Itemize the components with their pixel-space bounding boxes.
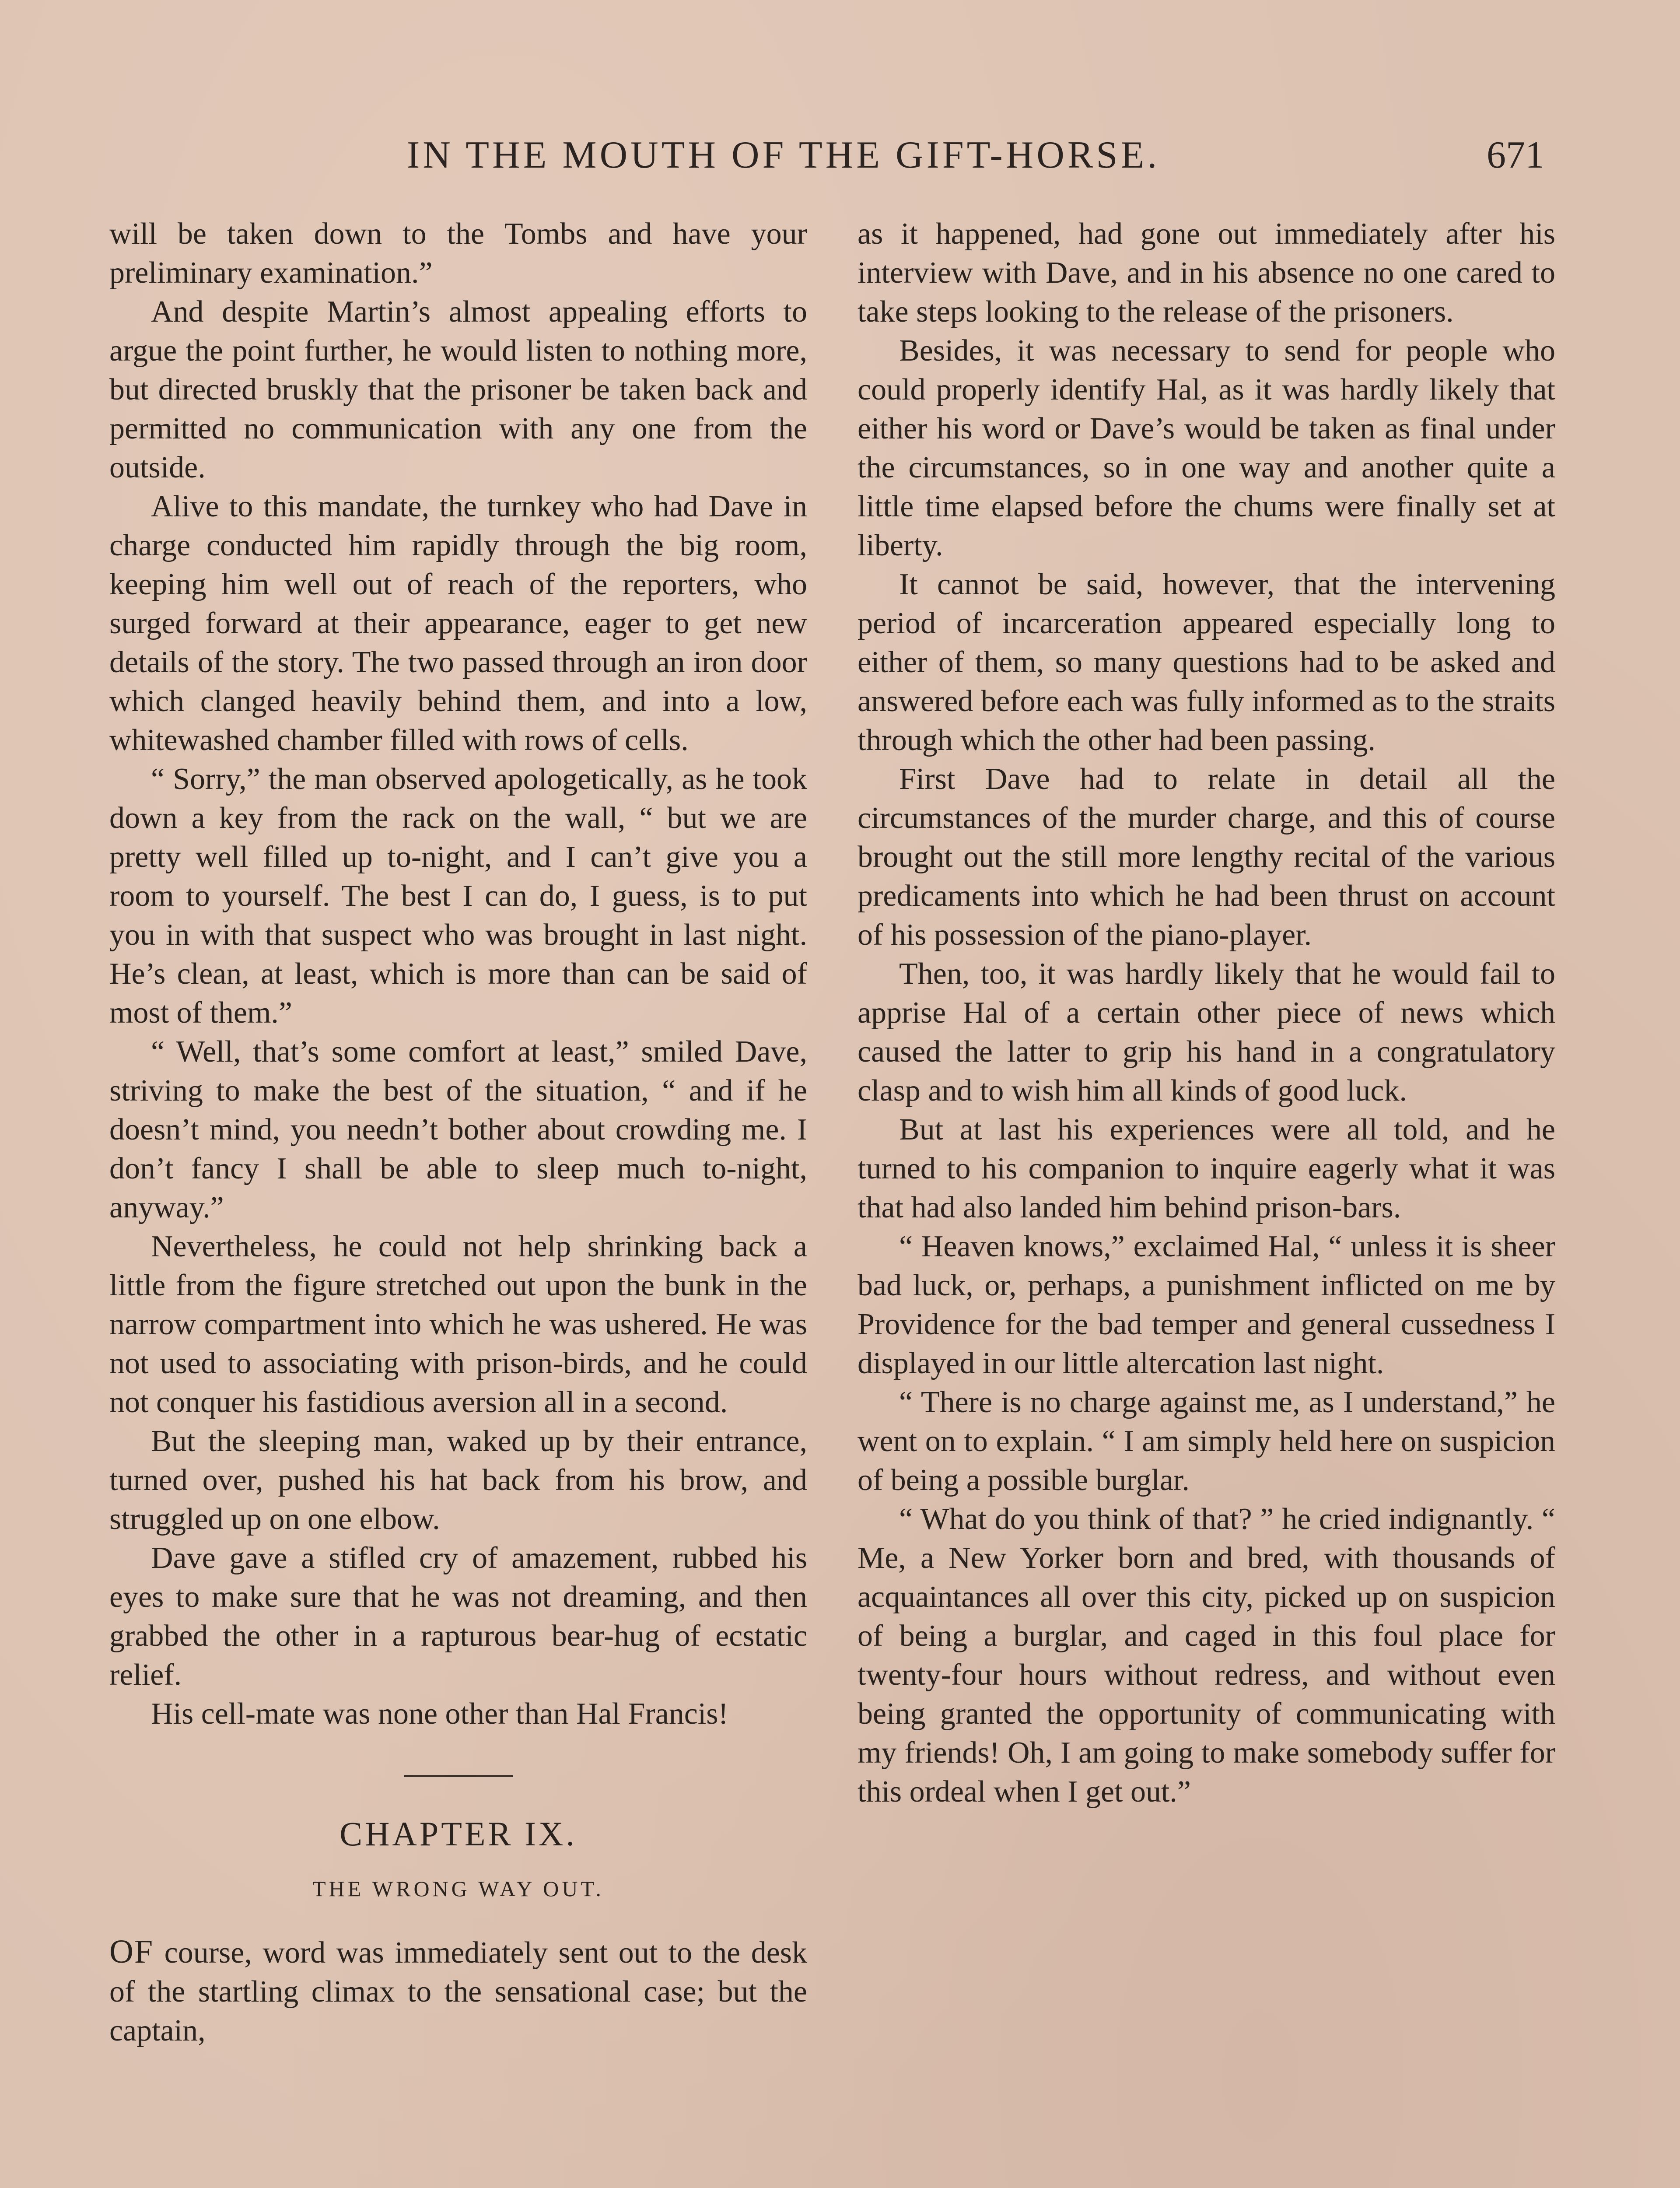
paragraph: “ There is no charge against me, as I understand,” he went on to explain. “ I am simply held here on suspicion of being a possible burglar.: [858, 1385, 1555, 1497]
left-text-column: [109, 214, 807, 2050]
paragraph: “ Heaven knows,” exclaimed Hal, “ unless it is sheer bad luck, or, perhaps, a punishment inflicted on me by Providence for the bad temper and general cussedness I displayed in our little altercation last night.: [858, 1230, 1555, 1380]
paragraph: as it happened, had gone out immediately after his interview with Dave, and in his absence no one cared to take steps looking to the release of the prisoners.: [858, 217, 1555, 329]
paragraph: Nevertheless, he could not help shrinking back a little from the figure stretched out upon the bunk in the narrow compartment into which he was ushered. He was not used to associating with prison-birds, and he could not conquer his fastidious aversion all in a second.: [109, 1230, 807, 1419]
paragraph: Then, too, it was hardly likely that he would fail to apprise Hal of a certain other piece of news which caused the latter to grip his hand in a congratulatory clasp and to wish him all kinds of good luck.: [858, 957, 1555, 1108]
chapter-opening-paragraph: [109, 1932, 807, 2050]
paragraph: Alive to this mandate, the turnkey who had Dave in charge conducted him rapidly through the big room, keeping him well out of reach of the reporters, who surged forward at their appearance, eager to get new details of the story. The two passed through an iron door which clanged heavily behind them, and into a low, whitewashed chamber filled with rows of cells.: [109, 490, 807, 757]
section-divider-rule: [404, 1775, 513, 1777]
paragraph: But the sleeping man, waked up by their entrance, turned over, pushed his hat back from his brow, and struggled up on one elbow.: [109, 1424, 807, 1536]
paragraph: Besides, it was necessary to send for people who could properly identify Hal, as it was hardly likely that either his word or Dave’s would be taken as final under the circumstances, so in one way and another quite a little time elapsed before the chums were finally set at liberty.: [858, 334, 1555, 562]
paragraph: “ Sorry,” the man observed apologetically, as he took down a key from the rack on the wall, “ but we are pretty well filled up to-night, and I can’t give you a room to yourself. The best I can do, I guess, is to put you in with that suspect who was brought in last night. He’s clean, at least, which is more than can be said of most of them.”: [109, 762, 807, 1030]
chapter-opening-dropcap: OF: [109, 1933, 154, 1970]
paragraph: will be taken down to the Tombs and have your preliminary examination.”: [109, 217, 807, 290]
paragraph: It cannot be said, however, that the intervening period of incarceration appeared especially long to either of them, so many questions had to be asked and answered before each was fully informed as to the straits through which the other had been passing.: [858, 568, 1555, 757]
chapter-title: CHAPTER IX.: [340, 1815, 577, 1853]
running-header-title: IN THE MOUTH OF THE GIFT-HORSE.: [407, 134, 1160, 176]
paragraph: His cell-mate was none other than Hal Francis!: [151, 1697, 728, 1731]
chapter-subtitle: THE WRONG WAY OUT.: [312, 1876, 604, 1901]
paragraph: “ Well, that’s some comfort at least,” smiled Dave, striving to make the best of the situation, “ and if he doesn’t mind, you needn’t bother about crowding me. I don’t fancy I shall be able to sleep much to-night, anyway.”: [109, 1035, 807, 1224]
paragraph: Dave gave a stifled cry of amazement, rubbed his eyes to make sure that he was not dreaming, and then grabbed the other in a rapturous bear-hug of ecstatic relief.: [109, 1541, 807, 1692]
paragraph: And despite Martin’s almost appealing efforts to argue the point further, he would listen to nothing more, but directed bruskly that the prisoner be taken back and permitted no communication with any one from the outside.: [109, 295, 807, 484]
right-text-column: [858, 214, 1555, 1811]
page-number: 671: [1487, 134, 1544, 176]
paragraph: First Dave had to relate in detail all the circumstances of the murder charge, and this of course brought out the still more lengthy recital of the various predicaments into which he had been thrust on account of his possession of the piano-player.: [858, 762, 1555, 952]
paragraph: But at last his experiences were all told, and he turned to his companion to inquire eagerly what it was that had also landed him behind prison-bars.: [858, 1113, 1555, 1224]
chapter-opening-text: course, word was immediately sent out to the desk of the startling climax to the sensational case; but the captain,: [109, 1936, 807, 2048]
paragraph: “ What do you think of that? ” he cried indignantly. “ Me, a New Yorker born and bred, with thousands of acquaintances all over this city, picked up on suspicion of being a burglar, and caged in this foul place for twenty-four hours without redress, and without even being granted the opportunity of communicating with my friends! Oh, I am going to make somebody suffer for this ordeal when I get out.”: [858, 1502, 1555, 1809]
